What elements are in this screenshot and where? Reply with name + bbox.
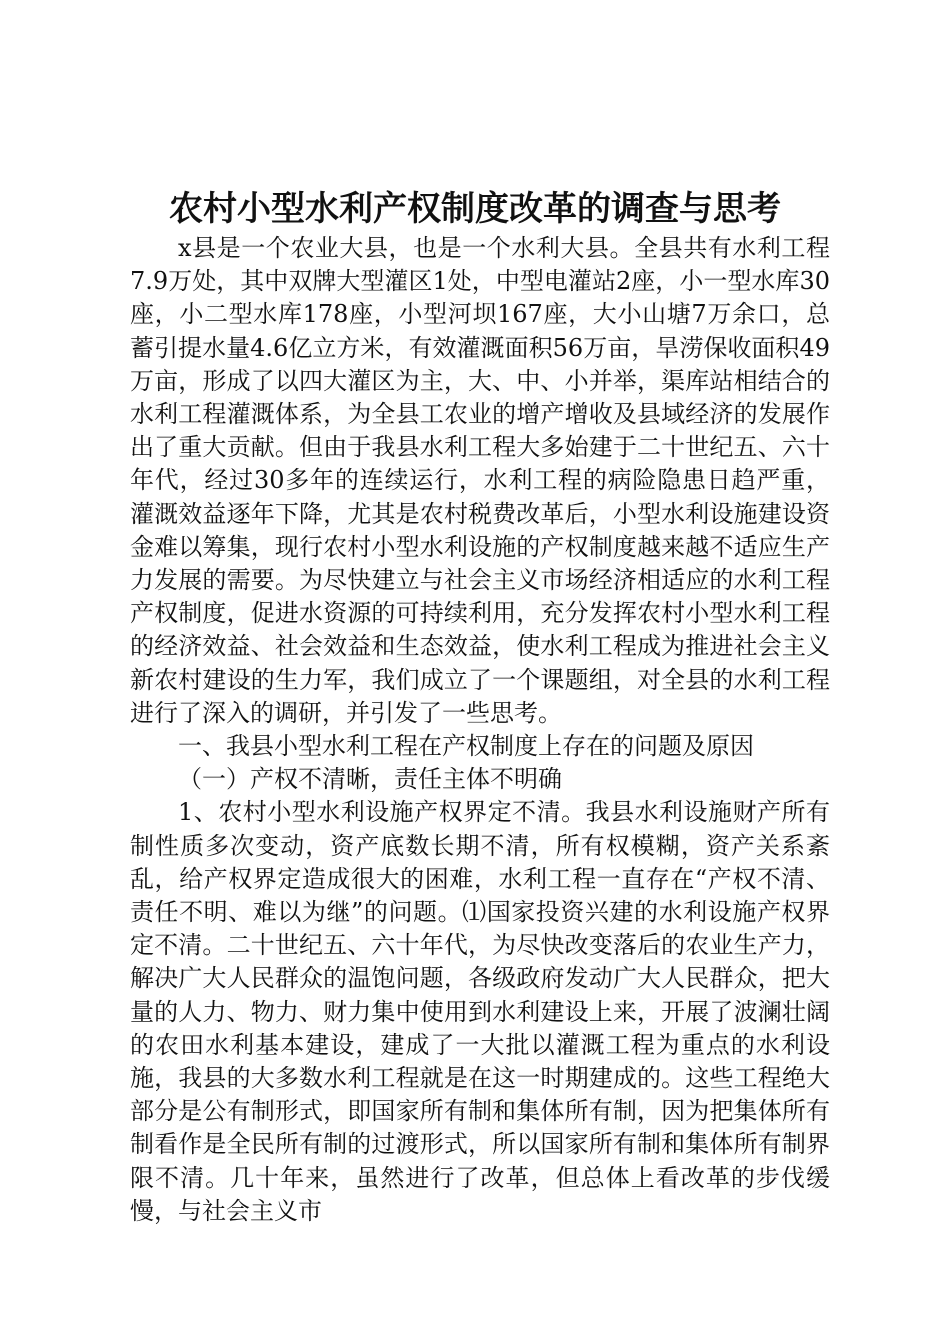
document-title: 农村小型水利产权制度改革的调查与思考 (169, 189, 781, 229)
section-heading: 一、我县小型水利工程在产权制度上存在的问题及原因 (178, 732, 754, 761)
intro-paragraph: x县是一个农业大县，也是一个水利大县。全县共有水利工程7.9万处，其中双牌大型灌区1处，中型电灌站2座，小一型水库30座，小二型水库178座，小型河坝167座，大小山塘7万余口，总蓄引提水量4.6亿立方米，有效灌溉面积56万亩，旱涝保收面积49万亩，形成了以四大灌区为主，大、中、小并举，渠库站相结合的水利工程灌溉体系，为全县工农业的增产增收及县域经济的发展作出了重大贡献。但由于我县水利工程大多始建于二十世纪五、六十年代，经过30多年的连续运行，水利工程的病险隐患日趋严重，灌溉效益逐年下降，尤其是农村税费改革后，小型水利设施建设资金难以筹集，现行农村小型水利设施的产权制度越来越不适应生产力发展的需要。为尽快建立与社会主义市场经济相适应的水利工程产权制度，促进水资源的可持续利用，充分发挥农村小型水利工程的经济效益、社会效益和生态效益，使水利工程成为推进社会主义新农村建设的生力军，我们成立了一个课题组，对全县的水利工程进行了深入的调研，并引发了一些思考。 (130, 234, 830, 727)
document-body (130, 232, 830, 1228)
subsection-heading: （一）产权不清晰，责任主体不明确 (178, 765, 562, 794)
body-paragraph: 1、农村小型水利设施产权界定不清。我县水利设施财产所有制性质多次变动，资产底数长期不清，所有权模糊，资产关系紊乱，给产权界定造成很大的困难，水利工程一直存在“产权不清、责任不明、难以为继”的问题。⑴国家投资兴建的水利设施产权界定不清。二十世纪五、六十年代，为尽快改变落后的农业生产力，解决广大人民群众的温饱问题，各级政府发动广大人民群众，把大量的人力、物力、财力集中使用到水利建设上来，开展了波澜壮阔的农田水利基本建设，建成了一大批以灌溉工程为重点的水利设施，我县的大多数水利工程就是在这一时期建成的。这些工程绝大部分是公有制形式，即国家所有制和集体所有制，因为把集体所有制看作是全民所有制的过渡形式，所以国家所有制和集体所有制界限不清。几十年来，虽然进行了改革，但总体上看改革的步伐缓慢，与社会主义市 (130, 798, 830, 1225)
